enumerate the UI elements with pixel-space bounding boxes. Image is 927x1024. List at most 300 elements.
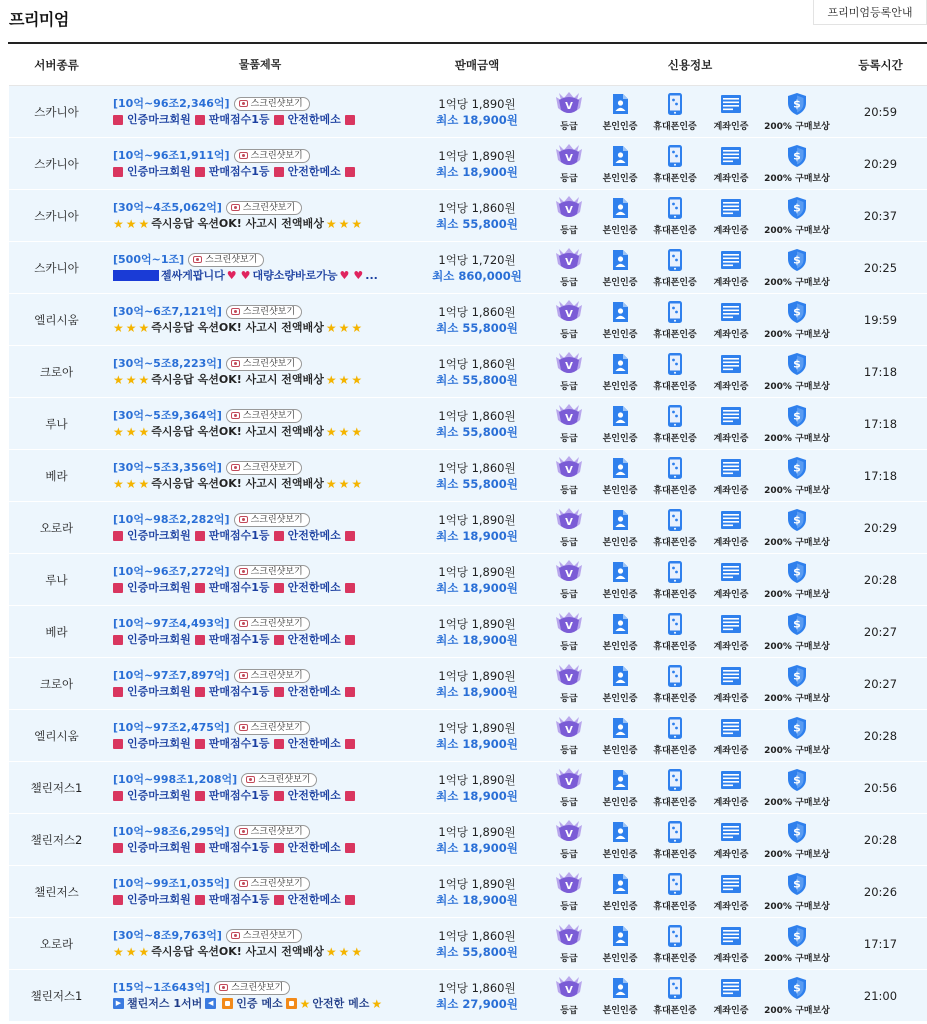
star-icon: ★: [113, 216, 124, 231]
identity-label: 본인인증: [602, 590, 638, 600]
table-row[interactable]: [9, 918, 927, 970]
grade-badge[interactable]: [552, 559, 586, 600]
item-title[interactable]: [104, 408, 416, 440]
title-line-1: [113, 96, 416, 112]
red-mark-icon: [274, 791, 284, 801]
amount-range[interactable]: [10억~96조7,272억]: [113, 564, 230, 578]
account-badge[interactable]: [706, 663, 756, 704]
identity-doc-icon: [611, 611, 629, 637]
account-badge[interactable]: [706, 819, 756, 860]
amount-range[interactable]: [10억~97조7,897억]: [113, 668, 230, 682]
star-icon: ★: [351, 216, 363, 231]
heart-icon: ♥: [339, 268, 350, 282]
phone-badge[interactable]: [650, 143, 700, 184]
credit-info: [538, 247, 842, 288]
star-icon: ★: [113, 320, 124, 335]
screenshot-button[interactable]: [234, 149, 310, 163]
identity-label: 본인인증: [602, 850, 638, 860]
svg-text:$: $: [793, 617, 801, 631]
shield-dollar-icon: [787, 195, 807, 221]
phone-badge[interactable]: [650, 715, 700, 756]
account-badge[interactable]: [706, 507, 756, 548]
table-row[interactable]: [9, 606, 927, 658]
page-title: 프리미엄: [9, 10, 69, 29]
identity-badge[interactable]: [594, 247, 646, 288]
identity-badge[interactable]: [594, 611, 646, 652]
compensation-label: 200% 구매보상: [764, 642, 830, 652]
phone-badge[interactable]: [650, 663, 700, 704]
star-icon: ★: [113, 944, 124, 959]
title-line-1: [113, 252, 416, 268]
phone-badge[interactable]: [650, 247, 700, 288]
camera-icon: [231, 464, 240, 471]
title-line-1: [113, 668, 416, 684]
grade-v-icon: [553, 403, 585, 429]
grade-badge[interactable]: [552, 299, 586, 340]
phone-badge[interactable]: [650, 559, 700, 600]
account-badge[interactable]: [706, 975, 756, 1016]
grade-v-icon: [553, 299, 585, 325]
compensation-badge[interactable]: [760, 767, 834, 808]
grade-badge[interactable]: [552, 91, 586, 132]
server-name: 스카니아: [34, 208, 79, 223]
credit-info: [538, 559, 842, 600]
table-row[interactable]: [9, 346, 927, 398]
identity-badge[interactable]: [594, 299, 646, 340]
phone-badge[interactable]: [650, 403, 700, 444]
account-badge[interactable]: [706, 403, 756, 444]
red-mark-icon: [345, 635, 355, 645]
phone-badge[interactable]: [650, 299, 700, 340]
title-line-2: [113, 372, 416, 388]
svg-text:V: V: [565, 985, 573, 996]
screenshot-button[interactable]: [234, 721, 310, 735]
table-row[interactable]: [9, 190, 927, 242]
grade-badge[interactable]: [552, 351, 586, 392]
identity-badge[interactable]: [594, 819, 646, 860]
item-title[interactable]: [104, 720, 416, 752]
grade-badge[interactable]: [552, 871, 586, 912]
grade-label: 등급: [560, 798, 578, 808]
title-line-2: [113, 580, 416, 596]
red-mark-icon: [113, 739, 123, 749]
phone-badge[interactable]: [650, 923, 700, 964]
screenshot-button[interactable]: [234, 669, 310, 683]
title-line-1: [113, 408, 416, 424]
item-title[interactable]: [104, 564, 416, 596]
compensation-badge[interactable]: [760, 403, 834, 444]
table-row[interactable]: [9, 450, 927, 502]
screenshot-button[interactable]: [234, 565, 310, 579]
heart-icon: ♥: [226, 268, 237, 282]
table-row[interactable]: [9, 502, 927, 554]
phone-badge[interactable]: [650, 975, 700, 1016]
identity-badge[interactable]: [594, 923, 646, 964]
amount-range[interactable]: [30억~6조7,121억]: [113, 304, 222, 318]
shield-dollar-icon: [787, 351, 807, 377]
phone-icon: [667, 767, 683, 793]
header-credit: 신용정보: [667, 57, 713, 72]
compensation-badge[interactable]: [760, 715, 834, 756]
compensation-label: 200% 구매보상: [764, 486, 830, 496]
identity-badge[interactable]: [594, 715, 646, 756]
account-badge[interactable]: [706, 247, 756, 288]
svg-text:V: V: [565, 673, 573, 684]
phone-badge[interactable]: [650, 507, 700, 548]
grade-v-icon: [553, 611, 585, 637]
amount-range[interactable]: [30억~5조3,356억]: [113, 460, 222, 474]
item-title[interactable]: [104, 252, 416, 284]
title-part: 인증마크회원: [127, 164, 191, 178]
screenshot-button[interactable]: [226, 461, 302, 475]
screenshot-button[interactable]: [226, 305, 302, 319]
title-line-1: [113, 148, 416, 164]
account-badge[interactable]: [706, 923, 756, 964]
item-title[interactable]: [104, 96, 416, 128]
table-row[interactable]: [9, 554, 927, 606]
svg-text:V: V: [565, 621, 573, 632]
screenshot-button[interactable]: [234, 825, 310, 839]
phone-badge[interactable]: [650, 871, 700, 912]
red-mark-icon: [195, 115, 205, 125]
identity-badge[interactable]: [594, 663, 646, 704]
identity-badge[interactable]: [594, 351, 646, 392]
item-title[interactable]: [104, 512, 416, 544]
screenshot-label: 스크린샷보기: [231, 982, 284, 993]
screenshot-button[interactable]: [234, 513, 310, 527]
compensation-badge[interactable]: [760, 819, 834, 860]
table-row[interactable]: [9, 86, 927, 138]
item-title[interactable]: [104, 616, 416, 648]
camera-icon: [246, 776, 255, 783]
unit-price: 1억당 1,860원: [438, 928, 516, 943]
grade-badge[interactable]: [552, 767, 586, 808]
title-part: 인증마크회원: [127, 788, 191, 802]
grade-badge[interactable]: [552, 923, 586, 964]
amount-range[interactable]: [10억~97조4,493억]: [113, 616, 230, 630]
svg-text:$: $: [793, 877, 801, 891]
title-part: 판매점수1등: [208, 632, 270, 646]
blue-block-icon: [113, 270, 159, 281]
phone-badge[interactable]: [650, 195, 700, 236]
account-badge[interactable]: [706, 871, 756, 912]
minimum-price: 최소 860,000원: [432, 268, 522, 283]
table-row[interactable]: [9, 658, 927, 710]
screenshot-button[interactable]: [226, 929, 302, 943]
item-title[interactable]: [104, 460, 416, 492]
account-label: 계좌인증: [713, 226, 749, 236]
grade-v-icon: [553, 715, 585, 741]
star-icon: ★: [338, 424, 350, 439]
table-row[interactable]: [9, 242, 927, 294]
table-row[interactable]: [9, 138, 927, 190]
account-badge[interactable]: [706, 91, 756, 132]
screenshot-button[interactable]: [234, 97, 310, 111]
table-row[interactable]: [9, 814, 927, 866]
identity-badge[interactable]: [594, 559, 646, 600]
title-line-1: [113, 720, 416, 736]
grade-badge[interactable]: [552, 819, 586, 860]
screenshot-label: 스크린샷보기: [250, 566, 303, 577]
unit-price: 1억당 1,890원: [438, 96, 516, 111]
camera-icon: [231, 308, 240, 315]
camera-icon: [193, 256, 202, 263]
compensation-badge[interactable]: [760, 923, 834, 964]
phone-label: 휴대폰인증: [653, 538, 697, 548]
account-badge[interactable]: [706, 559, 756, 600]
identity-badge[interactable]: [594, 91, 646, 132]
compensation-badge[interactable]: [760, 195, 834, 236]
amount-range[interactable]: [30억~5조8,223억]: [113, 356, 222, 370]
account-label: 계좌인증: [713, 278, 749, 288]
title-part: 인증마크회원: [127, 684, 191, 698]
compensation-badge[interactable]: [760, 975, 834, 1016]
phone-badge[interactable]: [650, 455, 700, 496]
grade-badge[interactable]: [552, 715, 586, 756]
account-badge[interactable]: [706, 143, 756, 184]
amount-range[interactable]: [10억~96조2,346억]: [113, 96, 230, 110]
screenshot-button[interactable]: [226, 357, 302, 371]
screenshot-label: 스크린샷보기: [250, 150, 303, 161]
identity-label: 본인인증: [602, 382, 638, 392]
grade-badge[interactable]: [552, 507, 586, 548]
svg-text:V: V: [565, 153, 573, 164]
grade-badge[interactable]: [552, 195, 586, 236]
bankbook-icon: [720, 195, 742, 221]
grade-badge[interactable]: [552, 455, 586, 496]
item-title[interactable]: [104, 772, 416, 804]
amount-range[interactable]: [30억~8조9,763억]: [113, 928, 222, 942]
screenshot-label: 스크린샷보기: [250, 98, 303, 109]
screenshot-label: 스크린샷보기: [250, 878, 303, 889]
grade-badge[interactable]: [552, 143, 586, 184]
identity-badge[interactable]: [594, 455, 646, 496]
title-part: 인증마크회원: [127, 840, 191, 854]
item-title[interactable]: [104, 200, 416, 232]
amount-range[interactable]: [10억~98조6,295억]: [113, 824, 230, 838]
screenshot-button[interactable]: [234, 877, 310, 891]
phone-badge[interactable]: [650, 611, 700, 652]
title-line-2: [113, 476, 416, 492]
title-line-2: [113, 528, 416, 544]
grade-badge[interactable]: [552, 403, 586, 444]
minimum-price: 최소 18,900원: [436, 164, 518, 179]
red-mark-icon: [113, 791, 123, 801]
identity-badge[interactable]: [594, 403, 646, 444]
amount-range[interactable]: [10억~96조1,911억]: [113, 148, 230, 162]
minimum-price: 최소 18,900원: [436, 684, 518, 699]
table-row[interactable]: [9, 398, 927, 450]
title-part: 안전한메소: [287, 684, 341, 698]
table-body: [9, 86, 927, 1022]
compensation-label: 200% 구매보상: [764, 746, 830, 756]
title-text: 즉시응답 옥션OK! 사고시 전액배상: [151, 216, 324, 230]
item-title[interactable]: [104, 824, 416, 856]
screenshot-label: 스크린샷보기: [242, 930, 296, 941]
phone-badge[interactable]: [650, 351, 700, 392]
credit-info: [538, 871, 842, 912]
phone-icon: [667, 819, 683, 845]
registered-time: 17:18: [863, 416, 898, 431]
phone-badge[interactable]: [650, 767, 700, 808]
table-row[interactable]: [9, 866, 927, 918]
screenshot-button[interactable]: [226, 409, 302, 423]
amount-range[interactable]: [15억~1조643억]: [113, 980, 211, 994]
compensation-badge[interactable]: [760, 611, 834, 652]
server-name: 크로아: [39, 676, 74, 691]
identity-badge[interactable]: [594, 975, 646, 1016]
item-title[interactable]: [104, 668, 416, 700]
bankbook-icon: [720, 299, 742, 325]
grade-v-icon: [553, 975, 585, 1001]
screenshot-button[interactable]: [234, 617, 310, 631]
screenshot-label: 스크린샷보기: [258, 774, 311, 785]
account-label: 계좌인증: [713, 850, 749, 860]
grade-v-icon: [553, 247, 585, 273]
registered-time: 20:25: [863, 260, 898, 275]
identity-label: 본인인증: [602, 122, 638, 132]
compensation-badge[interactable]: [760, 663, 834, 704]
screenshot-button[interactable]: [214, 981, 290, 995]
svg-text:$: $: [793, 253, 801, 267]
compensation-badge[interactable]: [760, 91, 834, 132]
amount-range[interactable]: [500억~1조]: [113, 252, 185, 266]
item-title[interactable]: [104, 356, 416, 388]
bankbook-icon: [720, 871, 742, 897]
phone-icon: [667, 715, 683, 741]
phone-badge[interactable]: [650, 91, 700, 132]
credit-info: [538, 91, 842, 132]
compensation-badge[interactable]: [760, 247, 834, 288]
compensation-badge[interactable]: [760, 143, 834, 184]
svg-text:V: V: [565, 829, 573, 840]
account-badge[interactable]: [706, 611, 756, 652]
red-mark-icon: [195, 635, 205, 645]
amount-range[interactable]: [10억~99조1,035억]: [113, 876, 230, 890]
star-icon: ★: [138, 320, 150, 335]
account-badge[interactable]: [706, 767, 756, 808]
registered-time: 17:18: [863, 468, 898, 483]
account-badge[interactable]: [706, 351, 756, 392]
bankbook-icon: [720, 91, 742, 117]
item-title[interactable]: [104, 928, 416, 960]
identity-label: 본인인증: [602, 954, 638, 964]
grade-label: 등급: [560, 1006, 578, 1016]
price-cell: [416, 96, 538, 128]
unit-price: 1억당 1,720원: [438, 252, 516, 267]
screenshot-button[interactable]: [188, 253, 264, 267]
compensation-badge[interactable]: [760, 455, 834, 496]
red-mark-icon: [195, 895, 205, 905]
item-title[interactable]: [104, 980, 416, 1012]
price-cell: [416, 928, 538, 960]
item-title[interactable]: [104, 304, 416, 336]
identity-badge[interactable]: [594, 507, 646, 548]
account-badge[interactable]: [706, 195, 756, 236]
amount-range[interactable]: [10억~97조2,475억]: [113, 720, 230, 734]
table-row[interactable]: [9, 762, 927, 814]
compensation-label: 200% 구매보상: [764, 278, 830, 288]
table-row[interactable]: [9, 970, 927, 1022]
premium-register-guide-button[interactable]: 프리미엄등록안내: [813, 0, 927, 25]
compensation-badge[interactable]: [760, 871, 834, 912]
account-badge[interactable]: [706, 299, 756, 340]
amount-range[interactable]: [30억~5조9,364억]: [113, 408, 222, 422]
star-icon: ★: [125, 424, 137, 439]
grade-badge[interactable]: [552, 663, 586, 704]
compensation-badge[interactable]: [760, 299, 834, 340]
shield-dollar-icon: [787, 143, 807, 169]
identity-badge[interactable]: [594, 767, 646, 808]
grade-badge[interactable]: [552, 247, 586, 288]
title-line-2: [113, 840, 416, 856]
grade-badge[interactable]: [552, 611, 586, 652]
phone-label: 휴대폰인증: [653, 694, 697, 704]
svg-text:V: V: [565, 361, 573, 372]
header-time: 등록시간: [858, 57, 903, 72]
svg-text:$: $: [793, 513, 801, 527]
identity-doc-icon: [611, 195, 629, 221]
identity-badge[interactable]: [594, 871, 646, 912]
svg-text:V: V: [565, 257, 573, 268]
red-mark-icon: [345, 791, 355, 801]
amount-range[interactable]: [30억~4조5,062억]: [113, 200, 222, 214]
title-text: 즉시응답 옥션OK! 사고시 전액배상: [151, 372, 324, 386]
screenshot-button[interactable]: [226, 201, 302, 215]
title-part: 안전한메소: [287, 164, 341, 178]
compensation-badge[interactable]: [760, 507, 834, 548]
phone-label: 휴대폰인증: [653, 850, 697, 860]
server-name: 엘리시움: [34, 728, 79, 743]
item-title[interactable]: [104, 876, 416, 908]
credit-info: [538, 195, 842, 236]
grade-label: 등급: [560, 902, 578, 912]
account-badge[interactable]: [706, 455, 756, 496]
amount-range[interactable]: [10억~98조2,282억]: [113, 512, 230, 526]
item-title[interactable]: [104, 148, 416, 180]
identity-badge[interactable]: [594, 143, 646, 184]
registered-time: 17:18: [863, 364, 898, 379]
screenshot-label: 스크린샷보기: [242, 462, 296, 473]
star-icon: ★: [138, 216, 150, 231]
camera-icon: [219, 984, 228, 991]
server-name: 베라: [45, 468, 68, 483]
server-name: 엘리시움: [34, 312, 79, 327]
account-badge[interactable]: [706, 715, 756, 756]
phone-badge[interactable]: [650, 819, 700, 860]
shield-dollar-icon: [787, 975, 807, 1001]
red-mark-icon: [195, 583, 205, 593]
title-line-1: [113, 460, 416, 476]
credit-info: [538, 403, 842, 444]
table-row[interactable]: [9, 710, 927, 762]
compensation-badge[interactable]: [760, 351, 834, 392]
grade-badge[interactable]: [552, 975, 586, 1016]
screenshot-button[interactable]: [241, 773, 317, 787]
compensation-badge[interactable]: [760, 559, 834, 600]
table-row[interactable]: [9, 294, 927, 346]
grade-label: 등급: [560, 694, 578, 704]
grade-v-icon: [553, 455, 585, 481]
identity-badge[interactable]: [594, 195, 646, 236]
screenshot-label: 스크린샷보기: [242, 202, 296, 213]
registered-time: 21:00: [863, 988, 898, 1003]
server-name: 크로아: [39, 364, 74, 379]
shield-dollar-icon: [787, 507, 807, 533]
bankbook-icon: [720, 403, 742, 429]
price-cell: [416, 824, 538, 856]
amount-range[interactable]: [10억~998조1,208억]: [113, 772, 238, 786]
